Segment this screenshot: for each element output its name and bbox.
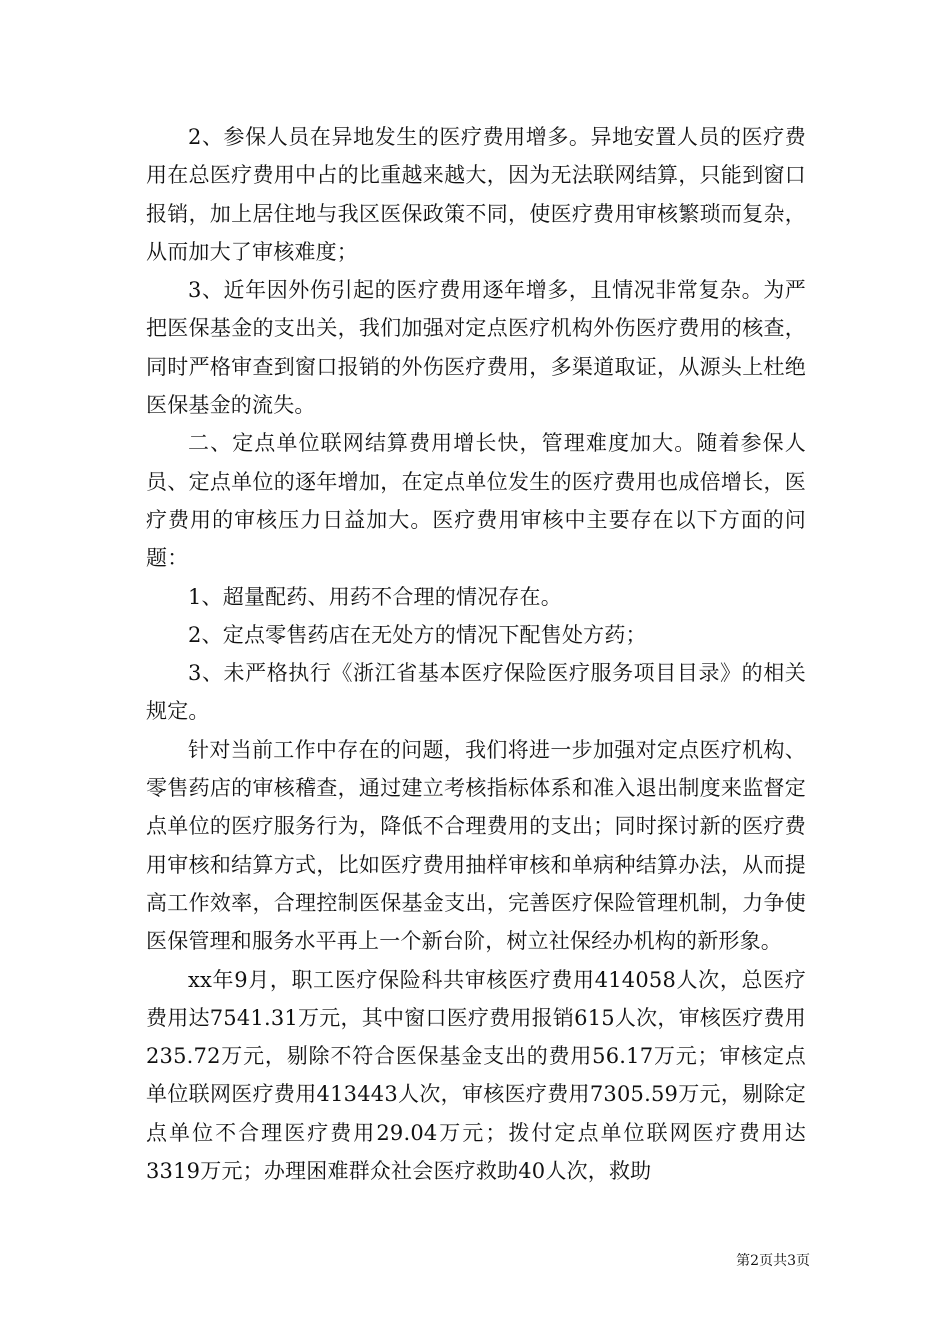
paragraph-4: 1、超量配药、用药不合理的情况存在。 — [188, 584, 562, 609]
paragraph-2: 3、近年因外伤引起的医疗费用逐年增多，且情况非常复杂。为严把医保基金的支出关，我们加强对定点医疗机构外伤医疗费用的核查，同时严格审查到窗口报销的外伤医疗费用，多渠道取证，从源头上杜绝医保基金的流失。 — [146, 278, 806, 418]
paragraph-7: 针对当前工作中存在的问题，我们将进一步加强对定点医疗机构、零售药店的审核稽查，通过建立考核指标体系和准入退出制度来监督定点单位的医疗服务行为，降低不合理费用的支出；同时探讨新的医疗费用审核和结算方式，比如医疗费用抽样审核和单病种结算办法，从而提高工作效率，合理控制医保基金支出，完善医疗保险管理机制，力争使医保管理和服务水平再上一个新台阶，树立社保经办机构的新形象。 — [146, 737, 806, 954]
page-number: 第2页共3页 — [736, 1253, 810, 1269]
paragraph-1: 2、参保人员在异地发生的医疗费用增多。异地安置人员的医疗费用在总医疗费用中占的比重越来越大，因为无法联网结算，只能到窗口报销，加上居住地与我区医保政策不同，使医疗费用审核繁琐而复杂，从而加大了审核难度； — [146, 125, 806, 264]
paragraph-6: 3、未严格执行《浙江省基本医疗保险医疗服务项目目录》的相关规定。 — [146, 661, 806, 724]
paragraph-5: 2、定点零售药店在无处方的情况下配售处方药； — [188, 622, 647, 647]
paragraph-3: 二、定点单位联网结算费用增长快，管理难度加大。随着参保人员、定点单位的逐年增加，在定点单位发生的医疗费用也成倍增长，医疗费用的审核压力日益加大。医疗费用审核中主要存在以下方面的问题： — [146, 431, 806, 571]
document-body — [146, 118, 806, 1190]
paragraph-8: xx年9月，职工医疗保险科共审核医疗费用414058人次，总医疗费用达7541.31万元，其中窗口医疗费用报销615人次，审核医疗费用235.72万元，剔除不符合医保基金支出的费用56.17万元；审核定点单位联网医疗费用413443人次，审核医疗费用7305.59万元，剔除定点单位不合理医疗费用29.04万元；拨付定点单位联网医疗费用达3319万元；办理困难群众社会医疗救助40人次，救助 — [146, 967, 806, 1184]
